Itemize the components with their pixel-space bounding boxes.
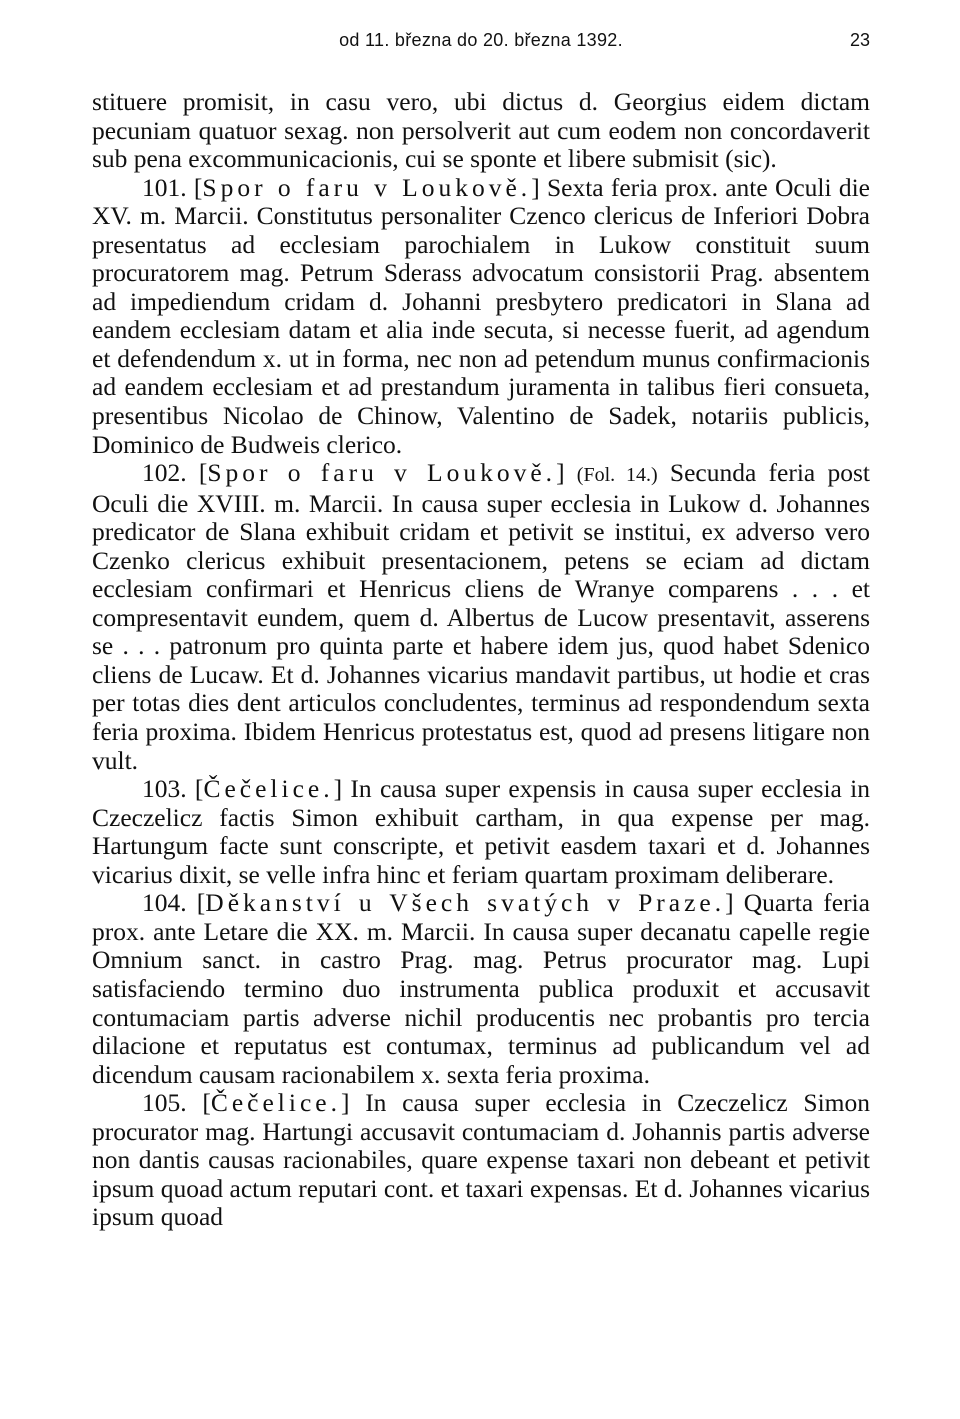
entry-text: Secunda feria post Oculi die XVIII. m. Marcii. In causa super ecclesia in Lukow d. Johannes predicator de Slana exhibuit cridam et petivit se institui, ex adverso vero Czenko clericus exhibuit presentacionem, petens se eciam ad dictam ecclesiam confirmari et Henricus cliens de Wranye comparens . . . et compresentavit eundem, quem d. Albertus de Lucow presentavit, asserens se . . . patronum pro quinta parte et habere idem jus, quod habet Sdenico cliens de Lucaw. Et d. Johannes vicarius mandavit partibus, ut hodie et cras per totas dies dent articulos concludentes, terminus ad respondendum sexta feria proxima. Ibidem Henricus protestatus est, quod ad presens litigare non vult.: [92, 458, 870, 775]
entry-heading: Děkanství u Všech svatých v Praze.: [205, 888, 726, 918]
entry-text: In causa super expensis in causa super ecclesia in Czeczelicz factis Simon exhibuit cartham, in qua expense per mag. Hartungum facte sunt conscripte, et petivit easdem taxari et d. Johannes vicarius dixit, se velle infra hinc et feriam quartam proximam deliberare.: [92, 774, 871, 889]
entry-text: Sexta feria prox. ante Oculi die XV. m. Marcii. Constitutus personaliter Czenco clericus de Inferiori Dobra presentatus ad ecclesiam parochialem in Lukow constituit suum procuratorem mag. Petrum Sderass advocatum consistorii Prag. absentem ad impediendum cridam d. Johanni presbytero predicatori in Slana ad eandem ecclesiam datam et alia inde secuta, si necesse fuerit, ad agendum et defendendum x. ut in forma, nec non ad petendum munus confirmacionis ad eandem ecclesiam et ad prestandum juramenta in talibus fieri consueta, presentibus Nicolao de Chinow, Valentino de Sadek, notariis publicis, Dominico de Budweis clerico.: [92, 172, 871, 459]
entry-105: 105. [Čečelice.] In causa super ecclesia in Czeczelicz Simon procurator mag. Hartungi accusavit contumaciam d. Johannis partis adverse non dantis causas racionabiles, quare expense taxari non debeant et petivit ipsum quoad actum reputari cont. et taxari expensas. Et d. Johannes vicarius ipsum quoad: [92, 1088, 870, 1232]
entry-heading: Čečelice.: [210, 1088, 341, 1118]
body-text: [92, 88, 870, 1232]
entry-101: 101. [Spor o faru v Loukově.] Sexta feria prox. ante Oculi die XV. m. Marcii. Constitutus personaliter Czenco clericus de Inferiori Dobra presentatus ad ecclesiam parochialem in Lukow constituit suum procuratorem mag. Petrum Sderass advocatum consistorii Prag. absentem ad impediendum cridam d. Johanni presbytero predicatori in Slana ad eandem ecclesiam datam et alia inde secuta, si necesse fuerit, ad agendum et defendendum x. ut in forma, nec non ad petendum munus confirmacionis ad eandem ecclesiam et ad prestandum juramenta in talibus fieri consueta, presentibus Nicolao de Chinow, Valentino de Sadek, notariis publicis, Dominico de Budweis clerico.: [92, 172, 871, 459]
entry-104: 104. [Děkanství u Všech svatých v Praze.] Quarta feria prox. ante Letare die XX. m. Marcii. In causa super decanatu capelle regie Omnium sanct. in castro Prag. mag. Petrus procurator mag. Lupi satisfaciendo termino duo instrumenta publica produxit et accusavit contumaciam partis adverse nichil producentis nec probantis pro tercia dilacione et reputatus est contumax, terminus ad publicandum vel ad dicendum causam racionabilem x. sexta feria proxima.: [92, 888, 871, 1089]
folio-reference: (Fol. 14.): [576, 464, 658, 487]
entry-102: 102. [Spor o faru v Loukově.] (Fol. 14.) Secunda feria post Oculi die XVIII. m. Marcii. In causa super ecclesia in Lukow d. Johannes predicator de Slana exhibuit cridam et petivit se institui, ex adverso vero Czenko clericus exhibuit presentacionem, petens se eciam ad dictam ecclesiam confirmari et Henricus cliens de Wranye comparens . . . et compresentavit eundem, quem d. Albertus de Lucow presentavit, asserens se . . . patronum pro quinta parte et habere idem jus, quod habet Sdenico cliens de Lucaw. Et d. Johannes vicarius mandavit partibus, ut hodie et cras per totas dies dent articulos concludentes, terminus ad respondendum sexta feria proxima. Ibidem Henricus protestatus est, quod ad presens litigare non vult.: [92, 458, 870, 775]
document-page: [92, 30, 870, 1232]
entry-heading: Čečelice.: [203, 774, 334, 804]
running-title: od 11. března do 20. března 1392.: [339, 30, 623, 50]
paragraph-text: stituere promisit, in casu vero, ubi dictus d. Georgius eidem dictam pecuniam quatuor sexag. non persolverit aut cum eodem non concordaverit sub pena excommunicacionis, cui se sponte et libere submisit (sic).: [92, 87, 870, 174]
page-number: 23: [849, 30, 870, 50]
running-head: [92, 30, 870, 60]
entry-number: 103.: [142, 774, 187, 804]
entry-heading: Spor o faru v Loukově.: [202, 172, 532, 202]
entry-number: 104.: [142, 888, 187, 918]
entry-number: 105.: [142, 1088, 187, 1118]
entry-number: 102.: [142, 458, 187, 488]
entry-text: In causa super ecclesia in Czeczelicz Simon procurator mag. Hartungi accusavit contumaciam d. Johannis partis adverse non dantis causas racionabiles, quare expense taxari non debeant et petivit ipsum quoad actum reputari cont. et taxari expensas. Et d. Johannes vicarius ipsum quoad: [92, 1088, 870, 1232]
entry-heading: Spor o faru v Loukově.: [207, 458, 557, 488]
entry-103: 103. [Čečelice.] In causa super expensis in causa super ecclesia in Czeczelicz factis Simon exhibuit cartham, in qua expense per mag. Hartungum facte sunt conscripte, et petivit easdem taxari et d. Johannes vicarius dixit, se velle infra hinc et feriam quartam proximam deliberare.: [92, 774, 871, 889]
entry-text: Quarta feria prox. ante Letare die XX. m. Marcii. In causa super decanatu capelle regie Omnium sanct. in castro Prag. mag. Petrus procurator mag. Lupi satisfaciendo termino duo instrumenta publica produxit et accusavit contumaciam partis adverse nichil producentis nec probantis pro tercia dilacione et reputatus est contumax, terminus ad publicandum vel ad dicendum causam racionabilem x. sexta feria proxima.: [92, 888, 871, 1089]
paragraph-continued: [92, 88, 870, 174]
entry-number: 101.: [142, 172, 187, 202]
